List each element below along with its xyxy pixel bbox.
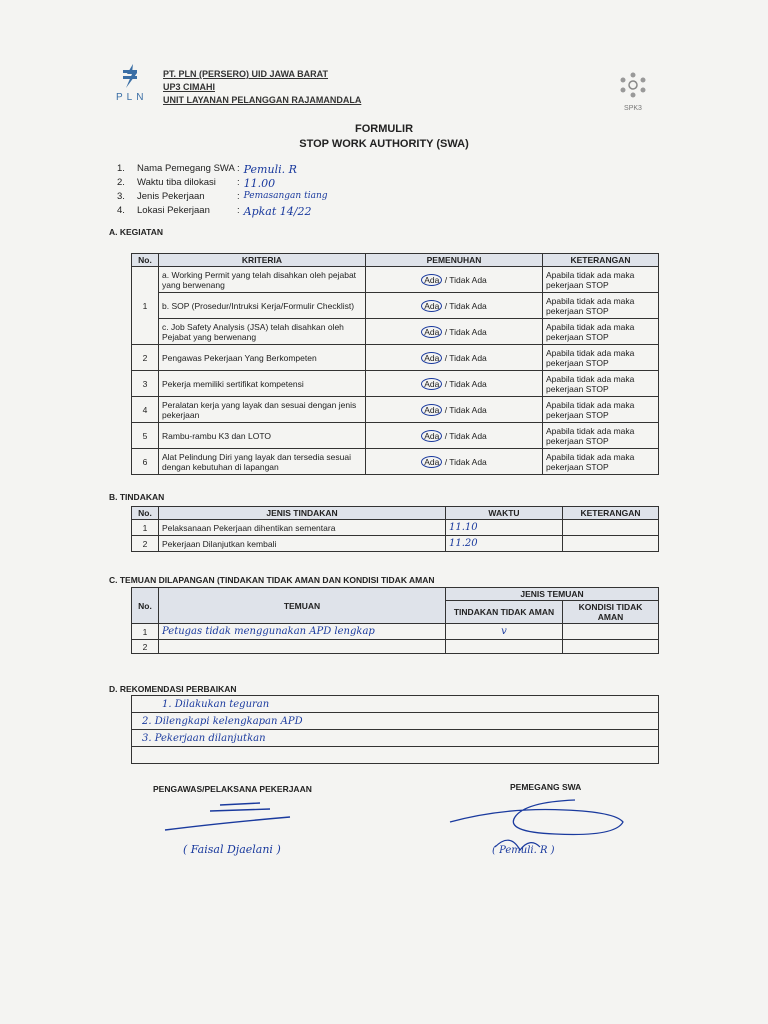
row-kondisi — [563, 640, 659, 654]
kegiatan-table — [131, 253, 659, 475]
table-row — [132, 423, 659, 449]
info-value-nama: Pemuli. R — [243, 163, 297, 176]
ada-circled: Ada — [421, 352, 442, 364]
row-kriteria: b. SOP (Prosedur/Intruksi Kerja/Formulir Checklist) — [159, 293, 366, 319]
table-row — [132, 640, 659, 654]
info-value-waktu: 11.00 — [243, 177, 276, 190]
row-pemenuhan — [366, 345, 543, 371]
info-row — [117, 163, 437, 177]
row-keterangan: Apabila tidak ada maka pekerjaan STOP — [543, 397, 659, 423]
info-value-jenis: Pemasangan tiang — [243, 191, 328, 201]
row-kondisi — [563, 624, 659, 640]
row-pemenuhan — [366, 397, 543, 423]
company-name: PT. PLN (PERSERO) UID JAWA BARAT — [163, 69, 329, 79]
row-pemenuhan — [366, 319, 543, 345]
row-keterangan: Apabila tidak ada maka pekerjaan STOP — [543, 319, 659, 345]
col-no: No. — [132, 254, 159, 267]
info-row — [117, 205, 437, 219]
col-jenis-temuan: JENIS TEMUAN — [446, 588, 659, 601]
up3-name: UP3 CIMAHI — [163, 82, 216, 92]
row-keterangan — [563, 536, 659, 552]
ada-circled: Ada — [421, 378, 442, 390]
row-pemenuhan — [366, 293, 543, 319]
info-colon: : — [237, 163, 240, 174]
tidak-ada: / Tidak Ada — [444, 456, 487, 467]
col-no: No. — [132, 588, 159, 624]
table-row — [132, 520, 659, 536]
table-row — [132, 747, 659, 764]
row-temuan — [159, 640, 446, 654]
info-colon: : — [237, 205, 240, 216]
ada-circled: Ada — [421, 300, 442, 312]
col-kriteria: KRITERIA — [159, 254, 366, 267]
info-colon: : — [237, 177, 240, 188]
pln-logo-text: PLN — [116, 92, 148, 103]
info-row — [117, 191, 437, 205]
tidak-ada: / Tidak Ada — [444, 352, 487, 363]
row-keterangan: Apabila tidak ada maka pekerjaan STOP — [543, 449, 659, 475]
section-temuan: C. TEMUAN DILAPANGAN (TINDAKAN TIDAK AMAN DAN KONDISI TIDAK AMAN — [109, 575, 435, 585]
row-waktu: 11.20 — [446, 536, 563, 552]
row-keterangan: Apabila tidak ada maka pekerjaan STOP — [543, 423, 659, 449]
row-kriteria: Pekerja memiliki sertifikat kompetensi — [159, 371, 366, 397]
row-keterangan — [563, 520, 659, 536]
tidak-ada: / Tidak Ada — [444, 274, 487, 285]
tidak-ada: / Tidak Ada — [444, 326, 487, 337]
col-pemenuhan: PEMENUHAN — [366, 254, 543, 267]
row-no: 1 — [132, 624, 159, 640]
table-row — [132, 397, 659, 423]
rekomendasi-item: 3. Pekerjaan dilanjutkan — [132, 730, 659, 747]
table-row — [132, 449, 659, 475]
row-kriteria: c. Job Safety Analysis (JSA) telah disahkan oleh Pejabat yang berwenang — [159, 319, 366, 345]
rekomendasi-item: 1. Dilakukan teguran — [132, 696, 659, 713]
spk3-logo — [615, 70, 655, 114]
ada-circled: Ada — [421, 326, 442, 338]
section-rekomendasi: D. REKOMENDASI PERBAIKAN — [109, 684, 237, 694]
table-row — [132, 293, 659, 319]
table-row — [132, 267, 659, 293]
ada-circled: Ada — [421, 274, 442, 286]
row-tindakan: v — [446, 624, 563, 640]
tidak-ada: / Tidak Ada — [444, 404, 487, 415]
info-label: Lokasi Pekerjaan — [137, 205, 210, 216]
info-no: 4. — [117, 205, 125, 216]
row-kriteria: Pengawas Pekerjaan Yang Berkompeten — [159, 345, 366, 371]
table-row — [132, 536, 659, 552]
col-keterangan: KETERANGAN — [563, 507, 659, 520]
row-keterangan: Apabila tidak ada maka pekerjaan STOP — [543, 267, 659, 293]
info-no: 1. — [117, 163, 125, 174]
ulp-name: UNIT LAYANAN PELANGGAN RAJAMANDALA — [163, 95, 362, 105]
form-title-line2: STOP WORK AUTHORITY (SWA) — [299, 138, 469, 150]
signature-left-icon — [160, 795, 300, 835]
signature-left-label: PENGAWAS/PELAKSANA PEKERJAAN — [153, 784, 312, 794]
tidak-ada: / Tidak Ada — [444, 300, 487, 311]
signature-right-name: ( Pemuli. R ) — [492, 845, 555, 856]
row-no: 1 — [132, 520, 159, 536]
signature-left-name: ( Faisal Djaelani ) — [183, 843, 281, 856]
row-pemenuhan — [366, 423, 543, 449]
row-keterangan: Apabila tidak ada maka pekerjaan STOP — [543, 345, 659, 371]
col-no: No. — [132, 507, 159, 520]
row-no: 2 — [132, 345, 159, 371]
info-value-lokasi: Apkat 14/22 — [243, 205, 312, 218]
row-keterangan: Apabila tidak ada maka pekerjaan STOP — [543, 293, 659, 319]
col-temuan: TEMUAN — [159, 588, 446, 624]
col-keterangan: KETERANGAN — [543, 254, 659, 267]
row-no: 4 — [132, 397, 159, 423]
row-pemenuhan — [366, 449, 543, 475]
row-pemenuhan — [366, 371, 543, 397]
tidak-ada: / Tidak Ada — [444, 430, 487, 441]
rekomendasi-item — [132, 747, 659, 764]
row-temuan: Petugas tidak menggunakan APD lengkap — [159, 624, 446, 640]
info-label: Waktu tiba dilokasi — [137, 177, 216, 188]
row-kriteria: Peralatan kerja yang layak dan sesuai dengan jenis pekerjaan — [159, 397, 366, 423]
section-kegiatan: A. KEGIATAN — [109, 227, 163, 237]
row-no: 3 — [132, 371, 159, 397]
row-jenis: Pelaksanaan Pekerjaan dihentikan sementara — [159, 520, 446, 536]
rekomendasi-item: 2. Dilengkapi kelengkapan APD — [132, 713, 659, 730]
tidak-ada: / Tidak Ada — [444, 378, 487, 389]
temuan-table — [131, 587, 659, 654]
table-row — [132, 345, 659, 371]
row-no: 6 — [132, 449, 159, 475]
row-kriteria: a. Working Permit yang telah disahkan oleh pejabat yang berwenang — [159, 267, 366, 293]
row-tindakan — [446, 640, 563, 654]
info-no: 2. — [117, 177, 125, 188]
table-row — [132, 713, 659, 730]
row-jenis: Pekerjaan Dilanjutkan kembali — [159, 536, 446, 552]
table-row — [132, 319, 659, 345]
info-row — [117, 177, 437, 191]
row-pemenuhan — [366, 267, 543, 293]
rekomendasi-table — [131, 695, 659, 764]
table-row — [132, 624, 659, 640]
col-waktu: WAKTU — [446, 507, 563, 520]
row-no: 5 — [132, 423, 159, 449]
spk3-logo-text: SPK3 — [624, 105, 642, 112]
col-tindakan-tidak-aman: TINDAKAN TIDAK AMAN — [446, 601, 563, 624]
spk3-logo-icon — [615, 70, 651, 100]
table-row — [132, 696, 659, 713]
pln-logo-icon — [115, 64, 155, 94]
signature-right-label: PEMEGANG SWA — [510, 782, 582, 792]
info-no: 3. — [117, 191, 125, 202]
tindakan-table — [131, 506, 659, 552]
section-tindakan: B. TINDAKAN — [109, 492, 165, 502]
info-label: Jenis Pekerjaan — [137, 191, 205, 202]
ada-circled: Ada — [421, 456, 442, 468]
ada-circled: Ada — [421, 404, 442, 416]
table-row — [132, 371, 659, 397]
table-row — [132, 730, 659, 747]
row-no: 1 — [132, 267, 159, 345]
row-kriteria: Alat Pelindung Diri yang layak dan tersedia sesuai dengan kebutuhan di lapangan — [159, 449, 366, 475]
row-kriteria: Rambu-rambu K3 dan LOTO — [159, 423, 366, 449]
row-waktu: 11.10 — [446, 520, 563, 536]
form-title-line1: FORMULIR — [354, 123, 414, 135]
info-label: Nama Pemegang SWA — [137, 163, 235, 174]
ada-circled: Ada — [421, 430, 442, 442]
col-jenis-tindakan: JENIS TINDAKAN — [159, 507, 446, 520]
row-no: 2 — [132, 536, 159, 552]
info-block — [117, 163, 437, 219]
info-colon: : — [237, 191, 240, 202]
row-no: 2 — [132, 640, 159, 654]
col-kondisi-tidak-aman: KONDISI TIDAK AMAN — [563, 601, 659, 624]
row-keterangan: Apabila tidak ada maka pekerjaan STOP — [543, 371, 659, 397]
signature-left — [160, 795, 300, 840]
